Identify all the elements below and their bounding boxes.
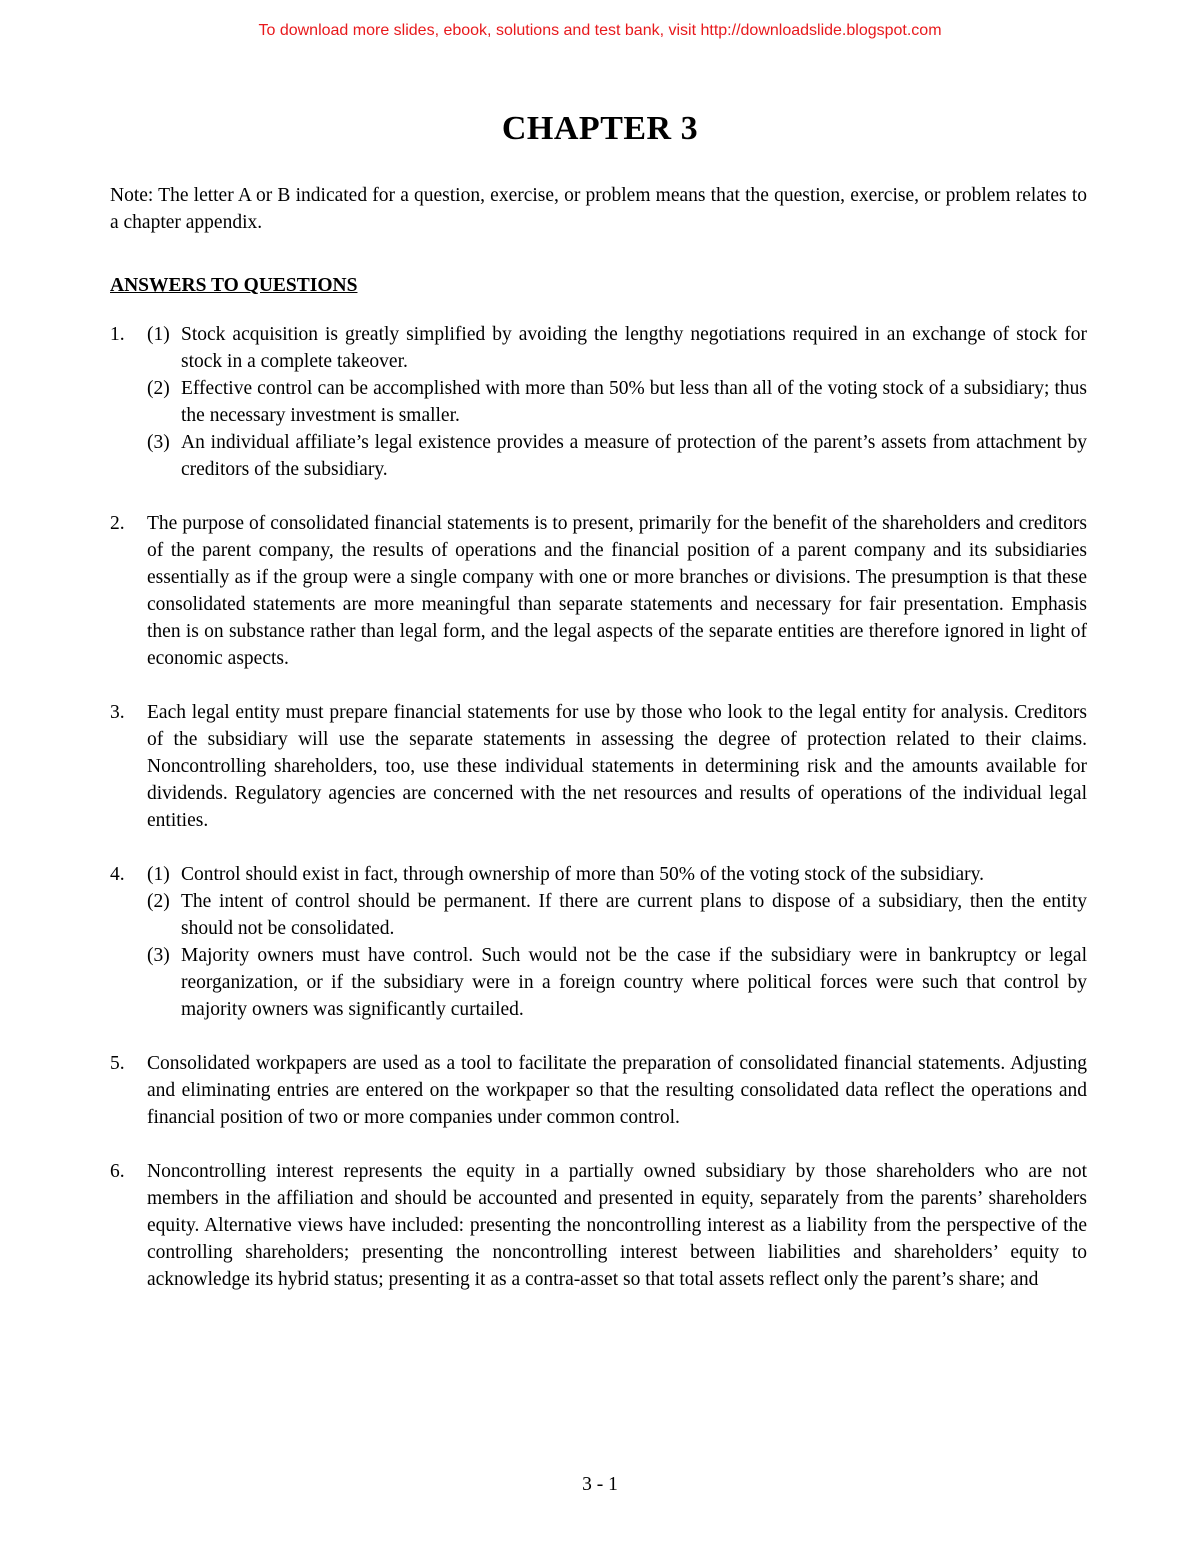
question-3 <box>110 699 1087 834</box>
item-text: An individual affiliate’s legal existence provides a measure of protection of the parent’s assets from attachment by creditors of the subsidiary. <box>181 432 1087 480</box>
item-text: The intent of control should be permanent. If there are current plans to dispose of a subsidiary, then the entity should not be consolidated. <box>181 891 1087 939</box>
item-text: Majority owners must have control. Such would not be the case if the subsidiary were in bankruptcy or legal reorganization, or if the subsidiary were in a foreign country where political forces were such that control by majority owners was significantly curtailed. <box>181 945 1087 1020</box>
question-1 <box>110 321 1087 483</box>
answer-text: Each legal entity must prepare financial statements for use by those who look to the legal entity for analysis. Creditors of the subsidiary will use the separate statements in assessing the degree of protection related to their claims. Noncontrolling shareholders, too, use these individual statements in determining risk and the amounts available for dividends. Regulatory agencies are concerned with the net resources and results of operations of the individual legal entities. <box>147 702 1087 831</box>
item-label: (3) <box>147 432 170 453</box>
answer-item <box>147 375 1087 429</box>
answer-item <box>147 429 1087 483</box>
answer-text: Noncontrolling interest represents the equity in a partially owned subsidiary by those shareholders who are not members in the affiliation and should be accounted and presented in equity, separately from the parents’ shareholders equity. Alternative views have included: presenting the noncontrolling interest as a liability from the perspective of the controlling shareholders; presenting the noncontrolling interest between liabilities and shareholders’ equity to acknowledge its hybrid status; presenting it as a contra-asset so that total assets reflect only the parent’s share; and <box>147 1161 1087 1290</box>
question-5 <box>110 1050 1087 1131</box>
page-content <box>110 182 1087 1320</box>
answer-text: Consolidated workpapers are used as a tool to facilitate the preparation of consolidated financial statements. Adjusting and eliminating entries are entered on the workpaper so that the resulting consolidated data reflect the operations and financial position of two or more companies under common control. <box>147 1053 1087 1128</box>
question-number: 1. <box>110 324 125 345</box>
answer-text: The purpose of consolidated financial statements is to present, primarily for the benefit of the shareholders and creditors of the parent company, the results of operations and the financial position of a parent company and its subsidiaries essentially as if the group were a single company with one or more branches or divisions. The presumption is that these consolidated statements are more meaningful than separate statements and necessary for fair presentation. Emphasis then is on substance rather than legal form, and the legal aspects of the separate entities are therefore ignored in light of economic aspects. <box>147 513 1087 669</box>
item-text: Stock acquisition is greatly simplified by avoiding the lengthy negotiations required in an exchange of stock for stock in a complete takeover. <box>181 324 1087 372</box>
answer-item <box>147 942 1087 1023</box>
chapter-title: CHAPTER 3 <box>501 110 699 147</box>
question-number: 2. <box>110 513 125 534</box>
item-label: (1) <box>147 864 170 885</box>
item-label: (1) <box>147 324 170 345</box>
question-number: 3. <box>110 702 125 723</box>
question-number: 5. <box>110 1053 125 1074</box>
question-number: 6. <box>110 1161 125 1182</box>
chapter-note: Note: The letter A or B indicated for a question, exercise, or problem means that the question, exercise, or problem relates to a chapter appendix. <box>110 185 1087 233</box>
item-label: (2) <box>147 378 170 399</box>
question-4 <box>110 861 1087 1023</box>
answer-item <box>147 321 1087 375</box>
question-2 <box>110 510 1087 672</box>
page-number: 3 - 1 <box>582 1474 618 1495</box>
item-label: (2) <box>147 891 170 912</box>
question-6 <box>110 1158 1087 1293</box>
section-heading: ANSWERS TO QUESTIONS <box>110 275 358 296</box>
download-banner: To download more slides, ebook, solutions and test bank, visit http://downloadslide.blogspot.com <box>258 22 942 39</box>
item-label: (3) <box>147 945 170 966</box>
item-text: Effective control can be accomplished with more than 50% but less than all of the voting stock of a subsidiary; thus the necessary investment is smaller. <box>181 378 1087 426</box>
answer-item <box>147 888 1087 942</box>
item-text: Control should exist in fact, through ownership of more than 50% of the voting stock of the subsidiary. <box>181 864 984 885</box>
answer-item <box>147 861 1087 888</box>
question-number: 4. <box>110 864 125 885</box>
